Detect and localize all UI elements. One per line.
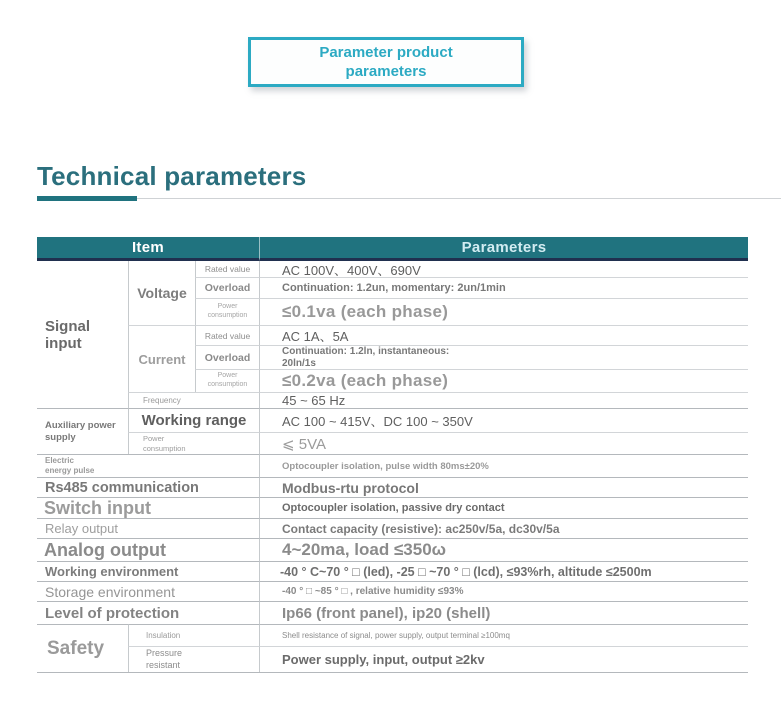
value-relay-output: Contact capacity (resistive): ac250v/5a, dc30v/5a <box>259 518 748 538</box>
page-title: Technical parameters <box>37 161 307 191</box>
row-label-switch-input: Switch input <box>37 497 259 518</box>
value-level-of-protection: Ip66 (front panel), ip20 (shell) <box>259 601 748 624</box>
heading-underline <box>37 196 781 202</box>
sub-label-current: Current <box>128 325 195 392</box>
value-voltage-power: ≤0.1va (each phase) <box>259 298 748 325</box>
parameters-table <box>37 237 748 673</box>
row-label-analog-output: Analog output <box>37 538 259 561</box>
value-aux-power-consumption: ⩽ 5VA <box>259 432 748 454</box>
value-analog-output: 4~20ma, load ≤350ω <box>259 538 748 561</box>
sub-label-current-rated: Rated value <box>195 325 259 345</box>
value-pressure-resistant: Power supply, input, output ≥2kv <box>259 646 748 672</box>
sub-label-working-range: Working range <box>128 408 259 432</box>
heading-underline-bar <box>37 196 137 201</box>
sub-label-voltage-overload: Overload <box>195 277 259 298</box>
sub-label-current-overload: Overload <box>195 345 259 369</box>
sub-label-voltage: Voltage <box>128 261 195 325</box>
value-rs485-communication: Modbus-rtu protocol <box>259 477 748 497</box>
value-voltage-rated: AC 100V、400V、690V <box>259 261 748 277</box>
sub-label-voltage-power: Power consumption <box>195 298 259 325</box>
value-storage-environment: -40 ° □ ~85 ° □ , relative humidity ≤93% <box>259 581 748 601</box>
row-label-safety: Safety <box>37 624 128 672</box>
sub-label-pressure-resistant: Pressure resistant <box>128 646 259 672</box>
banner-box <box>248 37 524 87</box>
value-insulation: Shell resistance of signal, power supply, output terminal ≥100mq <box>259 624 748 646</box>
row-label-storage-environment: Storage environment <box>37 581 259 601</box>
sub-label-voltage-rated: Rated value <box>195 261 259 277</box>
column-header-item: Item <box>37 237 259 261</box>
sub-label-aux-power-consumption: Power consumption <box>128 432 259 454</box>
sub-label-insulation: Insulation <box>128 624 259 646</box>
row-label-rs485-communication: Rs485 communication <box>37 477 259 497</box>
row-label-electric-energy-pulse: Electric energy pulse <box>37 454 259 477</box>
value-voltage-overload: Continuation: 1.2un, momentary: 2un/1min <box>259 277 748 298</box>
column-header-parameters: Parameters <box>259 237 748 261</box>
value-electric-energy-pulse: Optocoupler isolation, pulse width 80ms±20% <box>259 454 748 477</box>
value-working-range: AC 100 ~ 415V、DC 100 ~ 350V <box>259 408 748 432</box>
row-label-signal-input: Signal input <box>45 317 91 352</box>
heading-underline-thin <box>37 198 781 199</box>
row-label-auxiliary-power-supply: Auxiliary power supply <box>37 408 128 454</box>
banner-label: Parameter product parameters <box>319 43 453 80</box>
value-current-rated: AC 1A、5A <box>259 325 748 345</box>
value-frequency: 45 ~ 65 Hz <box>259 392 748 408</box>
value-current-power: ≤0.2va (each phase) <box>259 369 748 392</box>
row-label-level-of-protection: Level of protection <box>37 601 259 624</box>
value-switch-input: Optocoupler isolation, passive dry contact <box>259 497 748 518</box>
sub-label-frequency: Frequency <box>128 392 259 408</box>
value-working-environment: -40 ° C~70 ° □ (led), -25 □ ~70 ° □ (lcd), ≤93%rh, altitude ≤2500m <box>259 561 748 581</box>
value-current-overload: Continuation: 1.2ln, instantaneous: 20ln/1s <box>259 345 748 369</box>
row-label-relay-output: Relay output <box>37 518 259 538</box>
sub-label-current-power: Power consumption <box>195 369 259 392</box>
row-label-working-environment: Working environment <box>37 561 259 581</box>
